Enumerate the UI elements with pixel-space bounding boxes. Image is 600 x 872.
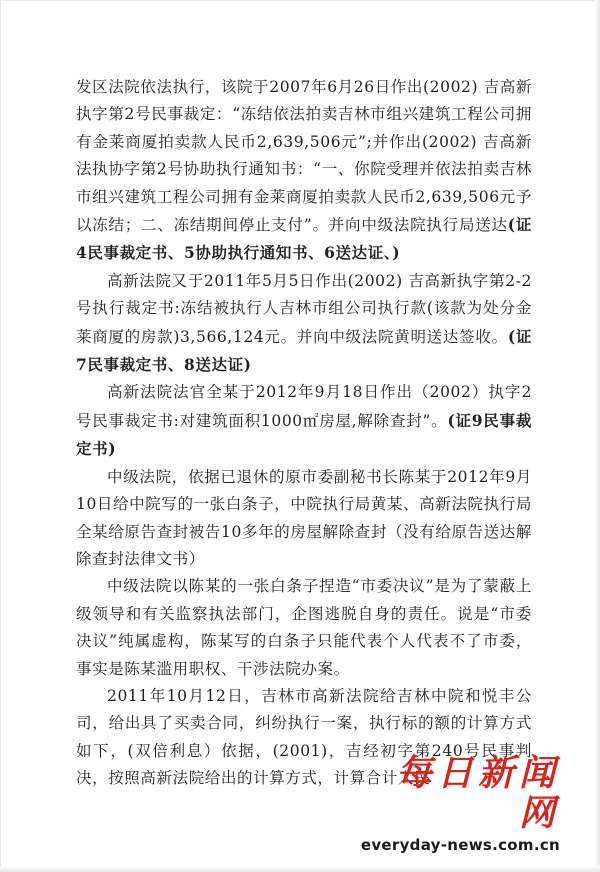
page-edge-shadow — [0, 866, 600, 872]
paragraph — [76, 74, 532, 268]
paragraph — [76, 573, 532, 683]
watermark-logo-text: 每日新闻网 — [395, 753, 560, 834]
paragraph — [76, 379, 532, 463]
evidence-reference: (证4民事裁定书、5协助执行通知书、6送达证、) — [76, 215, 532, 263]
evidence-reference: (证7民事裁定书、8送达证) — [76, 326, 532, 375]
evidence-reference: (证9民事裁定书) — [76, 410, 532, 459]
site-watermark — [360, 754, 560, 854]
paragraph-text: 中级法院以陈某的一张白条子捏造“市委决议”是为了蒙蔽上级领导和有关监察执法部门，企图逃脱自身的责任。说是“市委决议”纯属虚构，陈某写的白条子只能代表个人代表不了市委，事实是陈某滥用职权、干涉法院办案。 — [76, 577, 532, 678]
paragraph — [76, 464, 532, 574]
paragraph — [76, 268, 532, 380]
paragraph-text: 高新法院又于2011年5月5日作出(2002) 吉高新执字第2-2号执行裁定书:冻结被执行人吉林市组公司执行款(该款为处分金莱商厦的房款)3,566,124元。并向中级法院黄明送达签收。 — [76, 271, 532, 346]
paragraph-text: 发区法院依法执行，该院于2007年6月26日作出(2002) 吉高新执字第2号民事裁定：“冻结依法拍卖吉林市组兴建筑工程公司拥有金莱商厦拍卖款人民币2,639,506元”;并作出(2002) 吉高新法执协字第2号协助执行通知书：“一、你院受理并依法拍卖吉林市组兴建筑工程公司拥有金莱商厦拍卖款人民币2,639,506元予以冻结；二、冻结期间停止支付”。并向中级法院执行局送达 — [76, 78, 532, 235]
paragraph-text: 中级法院，依据已退休的原市委副秘书长陈某于2012年9月10日给中院写的一张白条子，中院执行局黄某、高新法院执行局全某给原告查封被告10多年的房屋解除查封（没有给原告送达解除查封法律文书） — [76, 467, 532, 568]
document-body — [76, 74, 532, 793]
paragraph-text: 高新法院法官全某于2012年9月18日作出（2002）执字2号民事裁定书:对建筑面积1000㎡房屋,解除查封”。 — [76, 383, 532, 430]
paragraph-text: 2011年10月12日，吉林市高新法院给吉林中院和悦丰公司，给出具了买卖合同，纠纷执行一案，执行标的额的计算方式如下，(双倍利息）依据，(2001)，吉经初字第240号民事判决，按照高新法院给出的计算方式，计算合计人民 — [76, 686, 532, 788]
page-edge-shadow — [594, 0, 600, 872]
watermark-url: everyday-news.com.cn — [360, 836, 560, 854]
